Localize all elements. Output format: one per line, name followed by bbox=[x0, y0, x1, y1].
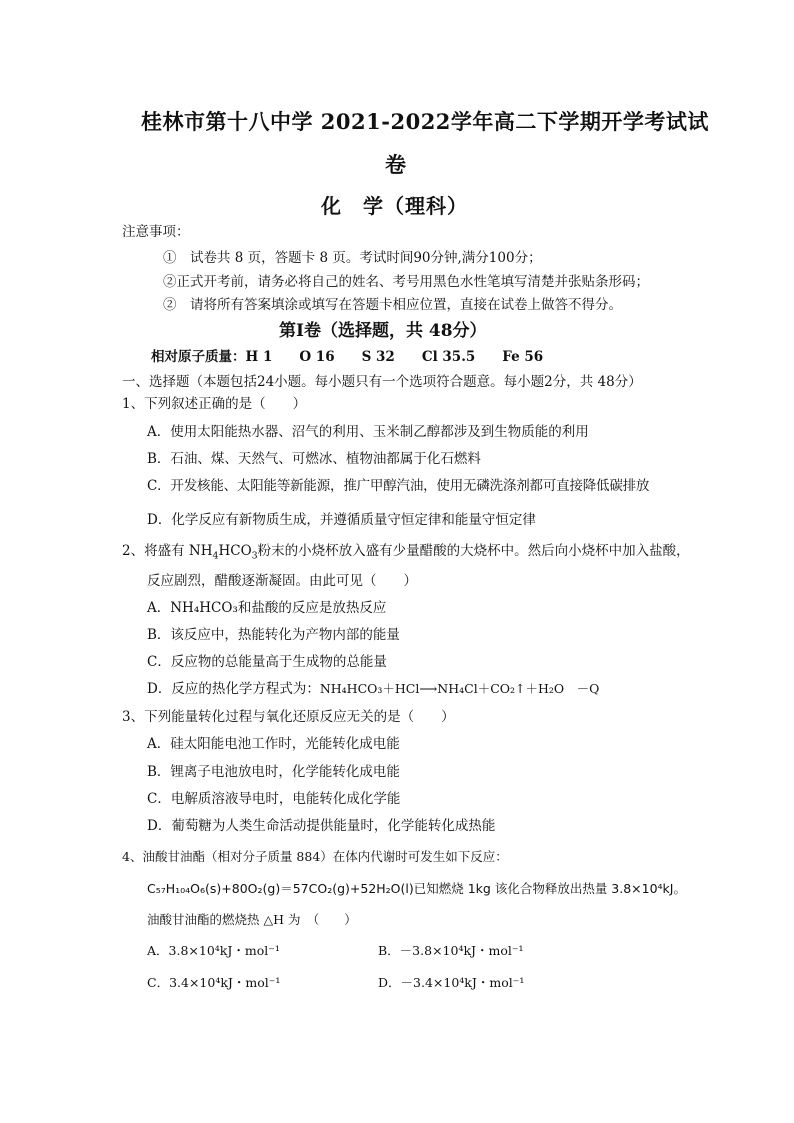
q2-sub-4: 4 bbox=[212, 550, 219, 562]
subject-title: 化 学（理科） bbox=[321, 194, 468, 218]
q2-stem-part-b: HCO bbox=[218, 543, 252, 559]
section-title: 第Ⅰ卷（选择题，共 48分） bbox=[279, 321, 487, 341]
q4-option-d: D．－3.4×10⁴kJ・mol⁻¹ bbox=[378, 975, 525, 990]
q1-option-c: C．开发核能、太阳能等新能源，推广甲醇汽油，使用无磷洗涤剂都可直接降低碳排放 bbox=[147, 478, 650, 494]
q2-option-d-equation: NH₄HCO₃＋HCl⟶NH₄Cl＋CO₂↑＋H₂O －Q bbox=[319, 681, 600, 696]
q1-option-b: B．石油、煤、天然气、可燃冰、植物油都属于化石燃料 bbox=[147, 451, 481, 467]
q3-option-c: C．电解质溶液导电时，电能转化成化学能 bbox=[147, 791, 401, 807]
atomic-mass-line: 相对原子质量：H 1 O 16 S 32 Cl 35.5 Fe 56 bbox=[151, 349, 544, 365]
q1-option-d: D．化学反应有新物质生成，并遵循质量守恒定律和能量守恒定律 bbox=[147, 512, 536, 528]
q2-option-a: A．NH₄HCO₃和盐酸的反应是放热反应 bbox=[147, 600, 387, 616]
q4-stem: 4、油酸甘油酯（相对分子质量 884）在体内代谢时可发生如下反应： bbox=[122, 849, 508, 864]
q2-sub-3: 3 bbox=[251, 550, 258, 562]
q2-stem-line2: 反应剧烈，醋酸逐渐凝固。由此可见（ ） bbox=[147, 573, 417, 589]
q4-equation: C₅₇H₁₀₄O₆(s)+80O₂(g)＝57CO₂(g)+52H₂O(l)已知燃烧 1kg 该化合物释放出热量 3.8×10⁴kJ。 bbox=[147, 881, 686, 896]
q2-option-d-prefix: D．反应的热化学方程式为： bbox=[147, 681, 320, 697]
q1-stem: 1、下列叙述正确的是（ ） bbox=[122, 396, 307, 412]
q2-stem-part-a: 2、将盛有 NH bbox=[122, 543, 213, 559]
exam-title-line2: 卷 bbox=[385, 152, 407, 177]
q1-option-a: A．使用太阳能热水器、沼气的利用、玉米制乙醇都涉及到生物质能的利用 bbox=[147, 424, 589, 440]
notice-item-2: ②正式开考前，请务必将自己的姓名、考号用黑色水性笔填写清楚并张贴条形码； bbox=[163, 274, 649, 290]
q2-stem bbox=[122, 539, 690, 562]
q3-option-d: D．葡萄糖为人类生命活动提供能量时，化学能转化成热能 bbox=[147, 818, 496, 834]
notice-item-3: ② 请将所有答案填涂或填写在答题卡相应位置，直接在试卷上做答不得分。 bbox=[163, 297, 622, 313]
q3-option-a: A．硅太阳能电池工作时，光能转化成电能 bbox=[147, 736, 400, 752]
q4-option-b: B．－3.8×10⁴kJ・mol⁻¹ bbox=[378, 943, 524, 958]
q2-option-d bbox=[147, 677, 599, 697]
q4-question: 油酸甘油酯的燃烧热 △H 为 （ ） bbox=[147, 912, 357, 927]
q3-stem: 3、下列能量转化过程与氧化还原反应无关的是（ ） bbox=[122, 709, 455, 725]
q3-option-b: B．锂离子电池放电时，化学能转化成电能 bbox=[147, 764, 400, 780]
q4-option-a: A．3.8×10⁴kJ・mol⁻¹ bbox=[147, 943, 280, 958]
notice-item-1: ① 试卷共 8 页，答题卡 8 页。考试时间90分钟,满分100分； bbox=[163, 250, 542, 266]
q2-stem-part-c: 粉末的小烧杯放入盛有少量醋酸的大烧杯中。然后向小烧杯中加入盐酸， bbox=[257, 543, 690, 559]
part-intro: 一、选择题（本题包括24小题。每小题只有一个选项符合题意。每小题2分，共 48分） bbox=[122, 374, 642, 390]
q2-option-c: C．反应物的总能量高于生成物的总能量 bbox=[147, 654, 387, 670]
notice-heading: 注意事项： bbox=[122, 224, 190, 240]
q4-option-c: C．3.4×10⁴kJ・mol⁻¹ bbox=[147, 975, 281, 990]
exam-title-line1: 桂林市第十八中学 2021-2022学年高二下学期开学考试试 bbox=[141, 109, 709, 134]
q2-option-b: B．该反应中，热能转化为产物内部的能量 bbox=[147, 627, 400, 643]
